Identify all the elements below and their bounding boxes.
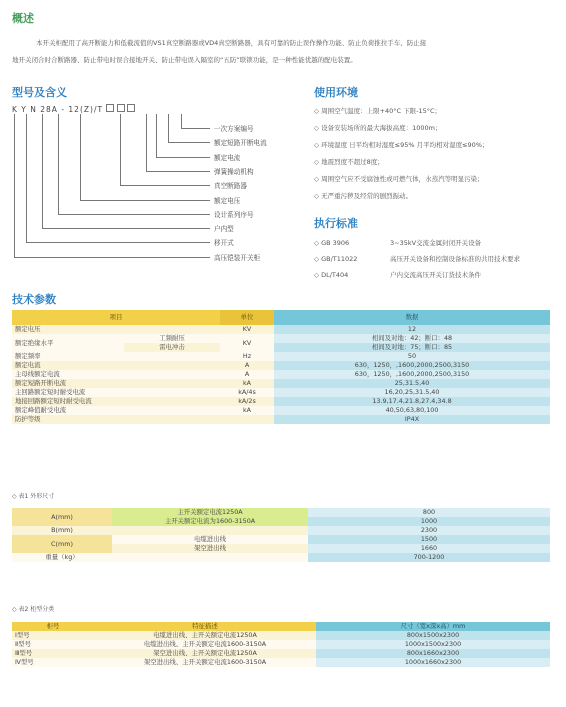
cell-type: Ⅳ型号 [12, 658, 94, 667]
tree-stem [168, 114, 169, 142]
cell-unit: kA [220, 379, 274, 388]
outline-size-table [12, 508, 550, 562]
tree-branch [42, 228, 210, 229]
cell-desc [112, 553, 308, 562]
model-code [12, 104, 135, 114]
cell-value: 50 [274, 352, 550, 361]
cell-type: Ⅰ型号 [12, 631, 94, 640]
cell-desc [112, 526, 308, 535]
table-row [12, 535, 550, 544]
tree-branch [26, 242, 210, 243]
cell-dim: 重量（kg） [12, 553, 112, 562]
cell-item: 额定短路开断电流 [12, 379, 220, 388]
table-row [12, 334, 550, 343]
cell-value: 相间及对地：75；断口：85 [274, 343, 550, 352]
table-row [12, 631, 550, 640]
overview-para-1: 本开关柜配用了高开断能力和低截流值的VS1真空断路器或VD4真空断路器，具有可靠的防止误作操作功能、防止负荷推拉手车、防止接 [36, 39, 427, 47]
model-title: 型号及含义 [12, 86, 67, 99]
cell-desc: 电缆进出线、主开关额定电流1600-3150A [94, 640, 316, 649]
environment-list [314, 106, 489, 208]
cell-value: IP4X [274, 415, 550, 424]
cell-sub: 雷电冲击 [124, 343, 220, 352]
table-row [12, 526, 550, 535]
header-item: 项目 [12, 310, 220, 325]
cell-desc: 主开关额定电流1250A [112, 508, 308, 517]
cell-dim: A(mm) [12, 508, 112, 526]
table-row [12, 406, 550, 415]
standard-row: ◇ GB 3906 3~35kV交流金属封闭开关设备 [314, 239, 482, 247]
tree-stem [14, 114, 15, 257]
table-row [12, 649, 550, 658]
model-label: 移开式 [214, 239, 234, 248]
cell-dim: C(mm) [12, 535, 112, 553]
table2-caption: ◇ 表2 柜型分类 [12, 606, 55, 613]
cell-item: 主回路额定短时耐受电流 [12, 388, 220, 397]
tree-stem [146, 114, 147, 171]
standards-title: 执行标准 [314, 217, 358, 230]
cell-size: 800x1500x2300 [316, 631, 550, 640]
cell-size: 1000x1500x2300 [316, 640, 550, 649]
tree-stem [181, 114, 182, 128]
cell-desc: 电缆进出线、主开关额定电流1250A [94, 631, 316, 640]
env-item: ◇ 无严重污秽及经常的剧烈振动。 [314, 192, 413, 200]
cell-value: 40,50,63,80,100 [274, 406, 550, 415]
env-item: ◇ 地震烈度不超过8度； [314, 158, 384, 166]
env-item: ◇ 周围空气温度：上限+40°C 下限-15°C； [314, 107, 442, 115]
tree-branch [156, 157, 210, 158]
cell-value: 2300 [308, 526, 550, 535]
cell-unit: KV [220, 334, 274, 352]
tree-branch [168, 142, 210, 143]
standard-row: ◇ DL/T404 户内交流高压开关订货技术条件 [314, 271, 481, 279]
cell-type: Ⅲ型号 [12, 649, 94, 658]
cell-size: 1000x1660x2300 [316, 658, 550, 667]
standards-list [314, 238, 520, 286]
cell-size: 800x1660x2300 [316, 649, 550, 658]
cell-item: 额定电压 [12, 325, 220, 334]
standard-row: ◇ GB/T11022 高压开关设备和控制设备标准的共用技术要求 [314, 255, 520, 263]
overview-title: 概述 [12, 12, 34, 25]
model-label: 弹簧操动机构 [214, 167, 254, 176]
tree-branch [80, 200, 210, 201]
table-header-row [12, 622, 550, 631]
model-label: 一次方案编号 [214, 125, 254, 133]
overview-para-2: 地开关闭合时合断路器、防止带电时误合接地开关、防止带电误入隔室的“五防”联锁功能，是一种性能优越的配电装置。 [12, 56, 357, 64]
cell-value: 1500 [308, 535, 550, 544]
table-row [12, 361, 550, 370]
tree-branch [58, 214, 210, 215]
table-row [12, 379, 550, 388]
cell-unit: Hz [220, 352, 274, 361]
model-label: 高压铠装开关柜 [214, 253, 261, 262]
cell-value: 630，1250，,1600,2000,2500,3150 [274, 361, 550, 370]
cell-desc: 主开关额定电流为1600-3150A [112, 517, 308, 526]
cell-type: Ⅱ型号 [12, 640, 94, 649]
header-desc: 特征描述 [94, 622, 316, 631]
tree-stem [120, 114, 121, 185]
cell-value: 相间及对地：42；断口：48 [274, 334, 550, 343]
cell-item: 额定峰值耐受电流 [12, 406, 220, 415]
model-label: 户内型 [214, 225, 234, 234]
cell-item: 地接回路额定短时耐受电流 [12, 397, 220, 406]
tree-stem [156, 114, 157, 157]
cell-item: 额定频率 [12, 352, 220, 361]
tree-stem [26, 114, 27, 242]
cell-unit: kA/2s [220, 397, 274, 406]
header-data: 数据 [274, 310, 550, 325]
cell-unit: kA/4s [220, 388, 274, 397]
cell-value: 1000 [308, 517, 550, 526]
env-item: ◇ 周围空气应不受腐蚀性或可燃气体，水蒸汽等明显污染； [314, 175, 484, 183]
cell-unit: A [220, 370, 274, 379]
tree-branch [146, 171, 210, 172]
cell-desc: 架空进出线 [112, 544, 308, 553]
cell-value: 630，1250，,1600,2000,2500,3150 [274, 370, 550, 379]
table-row [12, 352, 550, 361]
model-code-text: K Y N 28A - 12(Z)/T [12, 105, 104, 114]
table-row [12, 508, 550, 517]
model-label: 额定电流 [214, 153, 241, 162]
table-row [12, 640, 550, 649]
cell-value: 25,31.5,40 [274, 379, 550, 388]
cell-value: 12 [274, 325, 550, 334]
cell-unit: KV [220, 325, 274, 334]
tree-branch [14, 257, 210, 258]
tech-title: 技术参数 [12, 293, 56, 306]
cell-value: 800 [308, 508, 550, 517]
tree-stem [80, 114, 81, 200]
model-code-boxes [106, 105, 135, 114]
header-type: 柜号 [12, 622, 94, 631]
model-label: 设计系列序号 [214, 210, 254, 219]
env-item: ◇ 设备安装场所的最大海拔高度：1000m； [314, 124, 442, 132]
header-size: 尺寸（宽x深x高）mm [316, 622, 550, 631]
tree-stem [42, 114, 43, 228]
cell-desc: 架空进出线、主开关额定电流1600-3150A [94, 658, 316, 667]
cell-item: 防护等级 [12, 415, 220, 424]
cell-item: 主母线额定电流 [12, 370, 220, 379]
tech-table [12, 310, 550, 424]
tree-stem [58, 114, 59, 214]
cell-item: 额定绝缘水平 [12, 334, 124, 352]
table-row [12, 658, 550, 667]
cell-dim: B(mm) [12, 526, 112, 535]
tree-branch [181, 128, 210, 129]
table-row [12, 325, 550, 334]
tree-branch [120, 185, 210, 186]
table-row [12, 370, 550, 379]
cell-item: 额定电流 [12, 361, 220, 370]
cell-desc: 架空进出线、主开关额定电流1250A [94, 649, 316, 658]
cell-desc: 电缆进出线 [112, 535, 308, 544]
table-row [12, 415, 550, 424]
table-header-row [12, 310, 550, 325]
cell-value: 700-1200 [308, 553, 550, 562]
model-label: 真空断路器 [214, 182, 247, 191]
cell-value: 16,20,25,31.5,40 [274, 388, 550, 397]
table1-caption: ◇ 表1 外形尺寸 [12, 493, 55, 500]
table-row [12, 397, 550, 406]
environment-title: 使用环境 [314, 86, 358, 99]
cell-unit: kA [220, 406, 274, 415]
cell-value: 1660 [308, 544, 550, 553]
cell-value: 13.9,17.4,21.8,27.4,34.8 [274, 397, 550, 406]
cabinet-type-table [12, 622, 550, 667]
cell-sub: 工频耐压 [124, 334, 220, 343]
model-label: 额定电压 [214, 196, 241, 205]
model-label: 额定短路开断电流 [214, 139, 267, 148]
table-row [12, 388, 550, 397]
cell-unit: A [220, 361, 274, 370]
table-row [12, 553, 550, 562]
header-unit: 单位 [220, 310, 274, 325]
env-item: ◇ 环境湿度 日平均相对湿度≤95% 月平均相对湿度≤90%； [314, 141, 489, 149]
cell-unit [220, 415, 274, 424]
